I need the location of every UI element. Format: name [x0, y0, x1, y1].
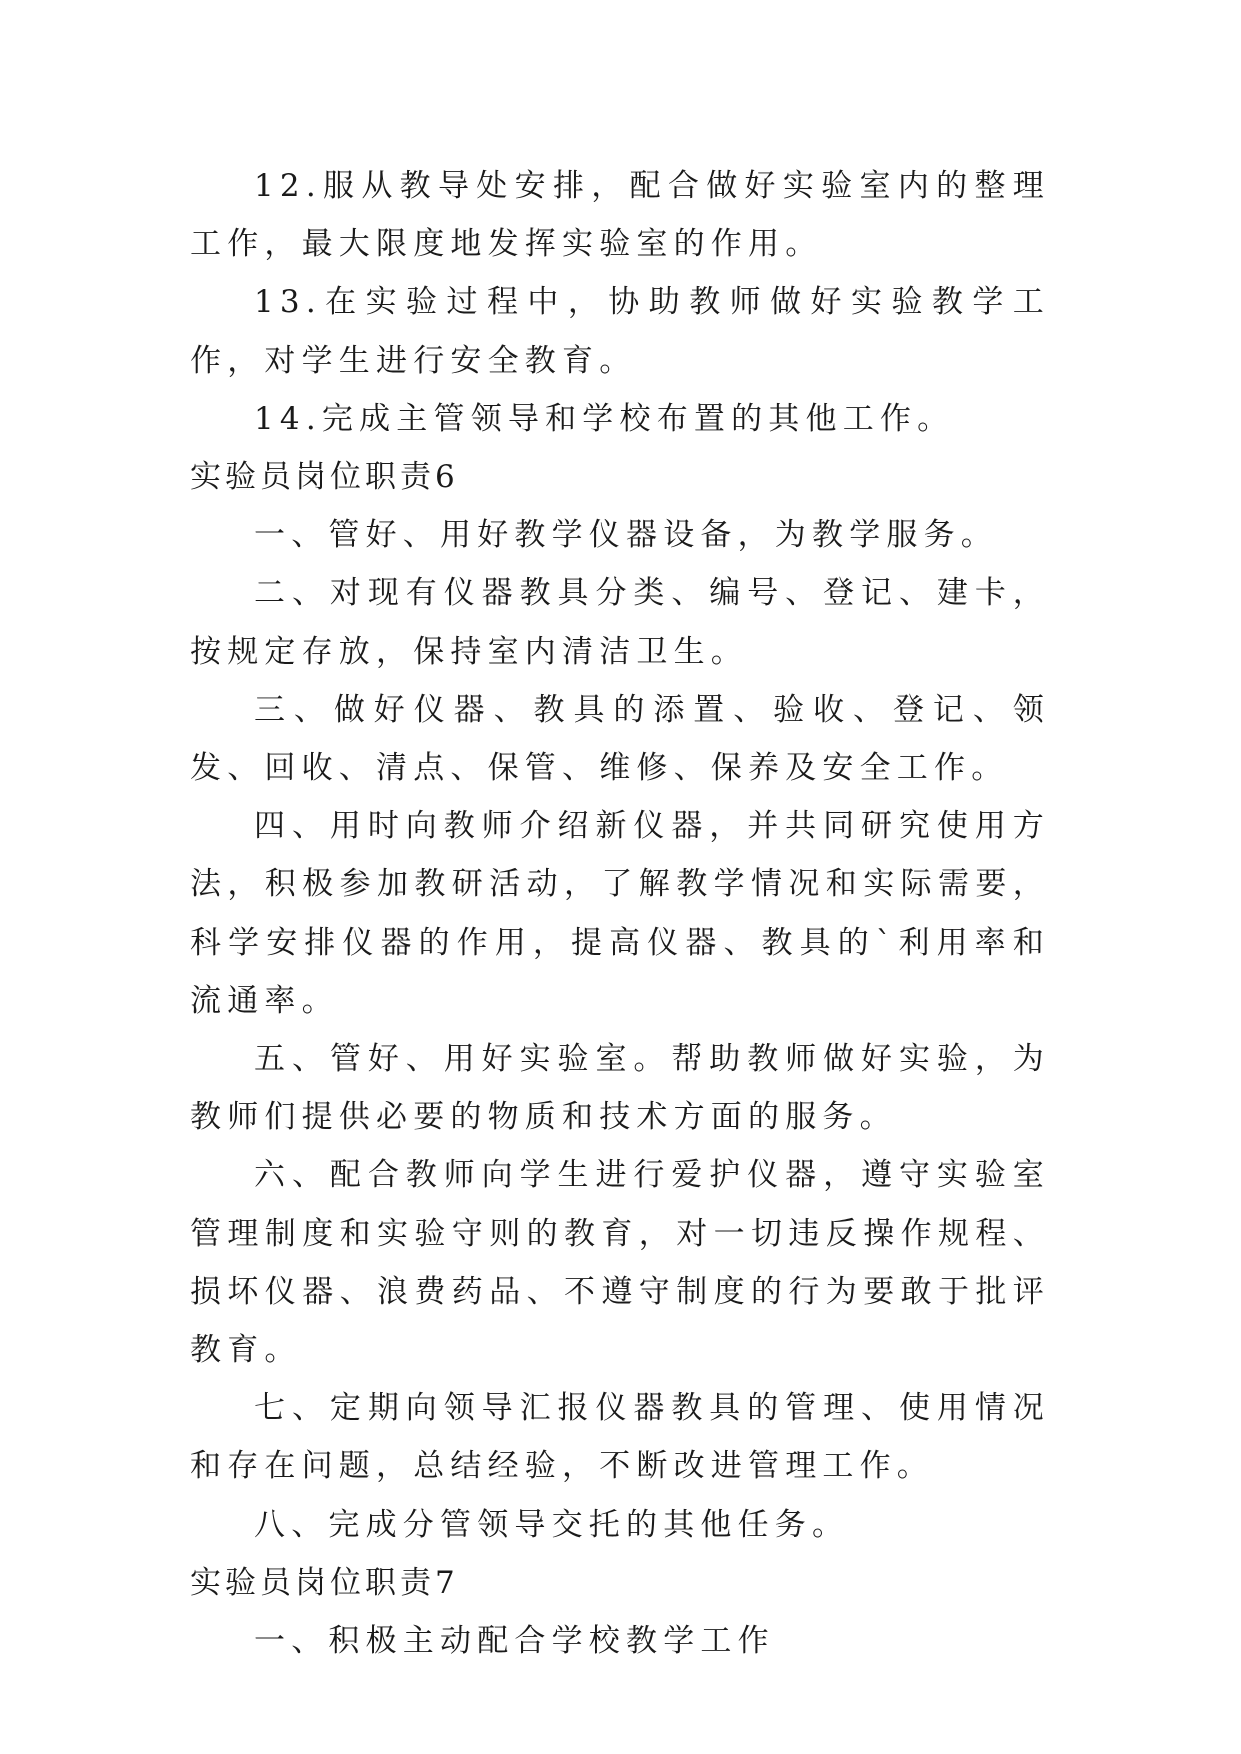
paragraph-item-14: 14.完成主管领导和学校布置的其他工作。: [254, 400, 955, 437]
section-heading-7: 实验员岗位职责7: [190, 1564, 459, 1601]
document-body: [190, 157, 1050, 1670]
paragraph-duty-2: 二、对现有仪器教具分类、编号、登记、建卡，按规定存放，保持室内清洁卫生。: [190, 575, 1050, 670]
paragraph-duty-1: 一、管好、用好教学仪器设备，为教学服务。: [254, 517, 998, 554]
paragraph-duty-6: 六、配合教师向学生进行爱护仪器，遵守实验室管理制度和实验守则的教育，对一切违反操作规程、损坏仪器、浪费药品、不遵守制度的行为要敢于批评教育。: [190, 1157, 1050, 1369]
section-heading-6: 实验员岗位职责6: [190, 459, 459, 496]
paragraph-duty-3: 三、做好仪器、教具的添置、验收、登记、领发、回收、清点、保管、维修、保养及安全工作。: [190, 691, 1050, 787]
paragraph-duty-8: 八、完成分管领导交托的其他任务。: [254, 1506, 850, 1543]
paragraph-duty-4: 四、用时向教师介绍新仪器，并共同研究使用方法，积极参加教研活动，了解教学情况和实际需要，科学安排仪器的作用，提高仪器、教具的`利用率和流通率。: [190, 808, 1050, 1019]
paragraph-item-13: 13.在实验过程中，协助教师做好实验教学工作，对学生进行安全教育。: [190, 284, 1050, 379]
paragraph-item-12: 12.服从教导处安排，配合做好实验室内的整理工作，最大限度地发挥实验室的作用。: [190, 168, 1050, 263]
paragraph-duty-7-1: 一、积极主动配合学校教学工作: [254, 1623, 775, 1660]
paragraph-duty-5: 五、管好、用好实验室。帮助教师做好实验，为教师们提供必要的物质和技术方面的服务。: [190, 1041, 1050, 1136]
paragraph-duty-7: 七、定期向领导汇报仪器教具的管理、使用情况和存在问题，总结经验，不断改进管理工作。: [190, 1390, 1050, 1485]
